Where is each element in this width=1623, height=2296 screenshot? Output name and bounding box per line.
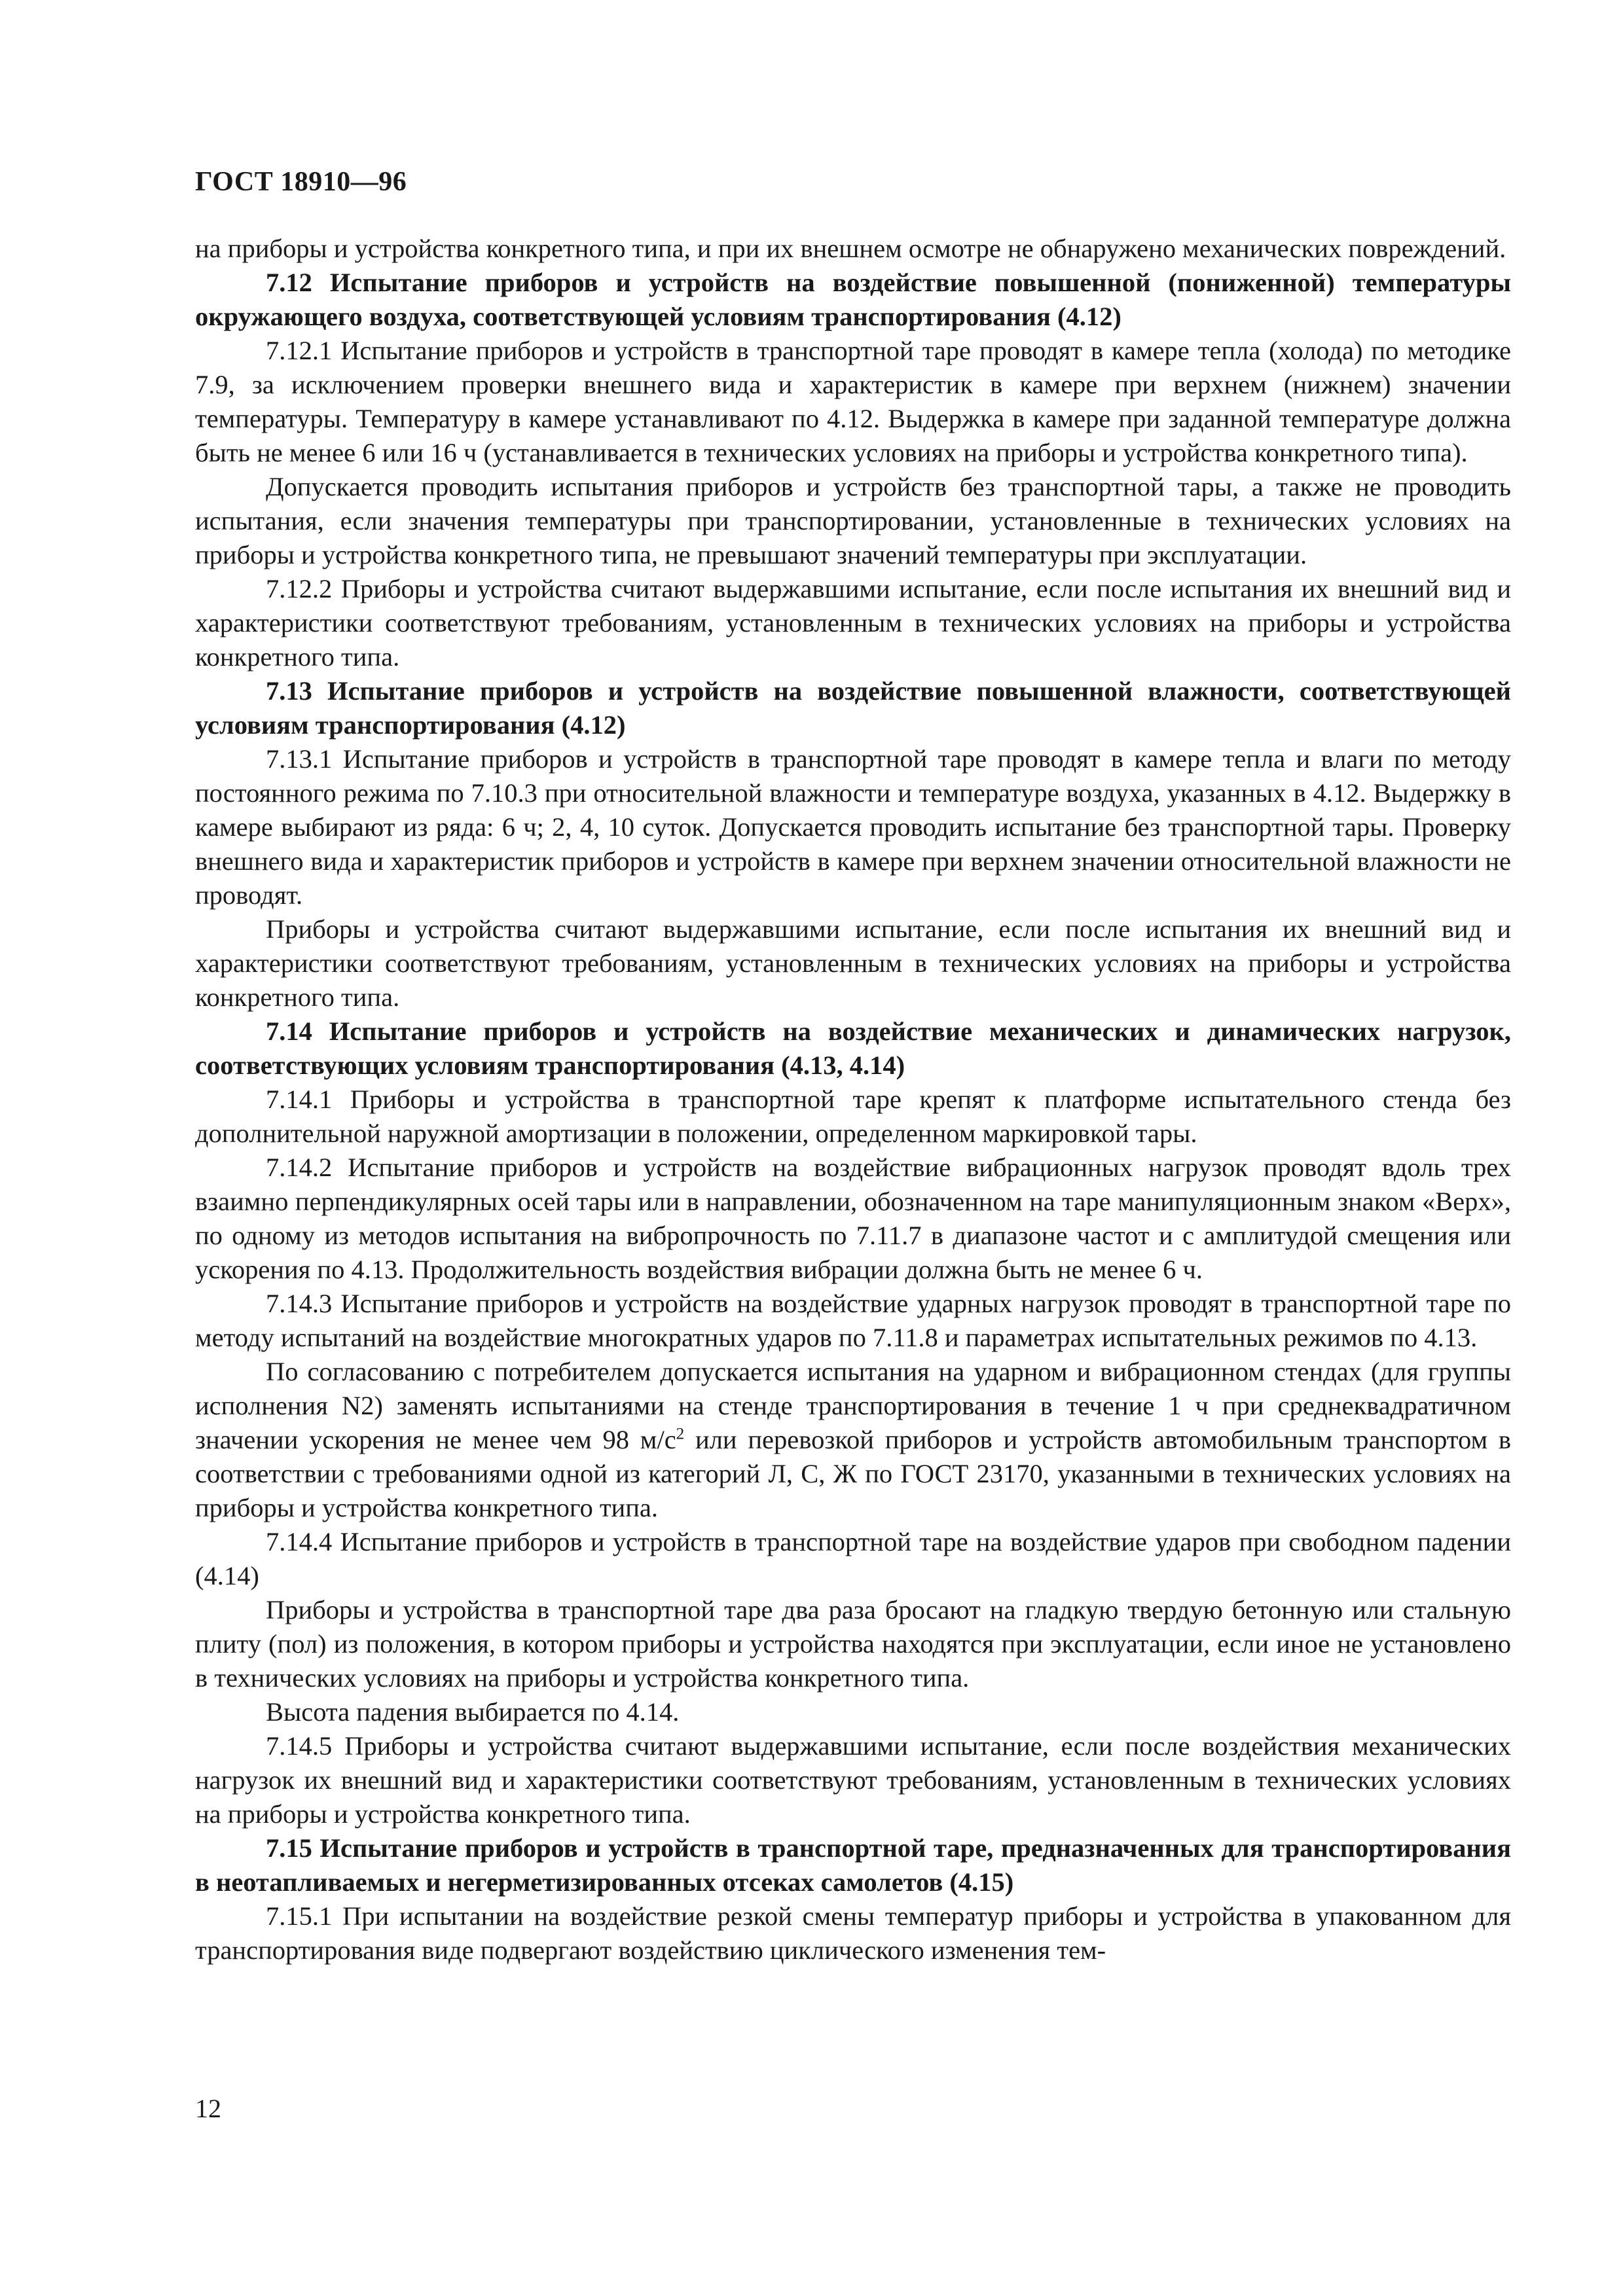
paragraph-7-12-1-note: Допускается проводить испытания приборов и устройств без транспортной тары, а также не проводить испытания, если значения температуры при транспортировании, установленные в технических условиях на приборы и устройства конкретного типа, не превышают значений температуры при эксплуатации. [195, 472, 1511, 569]
superscript-exponent: 2 [676, 1425, 685, 1443]
paragraph-7-12-1: 7.12.1 Испытание приборов и устройств в транспортной таре проводят в камере тепла (холода) по методике 7.9, за исключением проверки внешнего вида и характеристик в камере при верхнем (нижнем) значении температуры. Температуру в камере устанавливают по 4.12. Выдержка в камере при заданной температуре должна быть не менее 6 или 16 ч (устанавливается в технических условиях на приборы и устройства конкретного типа). [195, 336, 1511, 467]
document-header: ГОСТ 18910—96 [195, 167, 407, 197]
paragraph-7-13-1-result: Приборы и устройства считают выдержавшими испытание, если после испытания их внешний вид и характеристики соответствуют требованиям, установленным в технических условиях на приборы и устройства конкретного типа. [195, 914, 1511, 1012]
section-heading-7-15: 7.15 Испытание приборов и устройств в транспортной таре, предназначенных для транспортирования в неотапливаемых и негерметизированных отсеках самолетов (4.15) [195, 1833, 1511, 1897]
paragraph-7-12-2: 7.12.2 Приборы и устройства считают выдержавшими испытание, если после испытания их внешний вид и характеристики соответствуют требованиям, установленным в технических условиях на приборы и устройства конкретного типа. [195, 574, 1511, 672]
paragraph-part-after: или перевозкой приборов и устройств автомобильным транспортом в соответствии с требованиями одной из категорий Л, С, Ж по ГОСТ 23170, указанными в технических условиях на приборы и устройства конкретного типа. [195, 1425, 1511, 1522]
paragraph-7-14-1: 7.14.1 Приборы и устройства в транспортной таре крепят к платформе испытательного стенда без дополнительной наружной амортизации в положении, определенном маркировкой тары. [195, 1085, 1511, 1148]
section-heading-7-14: 7.14 Испытание приборов и устройств на воздействие механических и динамических нагрузок, соответствующих условиям транспортирования (4.13, 4.14) [195, 1016, 1511, 1080]
document-body [195, 232, 1511, 1967]
document-page [195, 164, 1511, 1967]
paragraph-7-14-4-height: Высота падения выбирается по 4.14. [266, 1697, 680, 1727]
page-number: 12 [195, 2094, 221, 2123]
paragraph-7-14-4-drop: Приборы и устройства в транспортной таре два раза бросают на гладкую твердую бетонную или стальную плиту (пол) из положения, в котором приборы и устройства находятся при эксплуатации, если иное не установлено в технических условиях на приборы и устройства конкретного типа. [195, 1595, 1511, 1693]
section-heading-7-13: 7.13 Испытание приборов и устройств на воздействие повышенной влажности, соответствующей условиям транспортирования (4.12) [195, 676, 1511, 740]
section-heading-7-12: 7.12 Испытание приборов и устройств на воздействие повышенной (пониженной) температуры окружающего воздуха, соответствующей условиям транспортирования (4.12) [195, 268, 1511, 331]
paragraph-7-15-1: 7.15.1 При испытании на воздействие резкой смены температур приборы и устройства в упакованном для транспортирования виде подвергают воздействию циклического изменения тем- [195, 1901, 1511, 1965]
paragraph-continuation: на приборы и устройства конкретного типа, и при их внешнем осмотре не обнаружено механических повреждений. [195, 234, 1506, 263]
paragraph-7-14-3: 7.14.3 Испытание приборов и устройств на воздействие ударных нагрузок проводят в транспортной таре по методу испытаний на воздействие многократных ударов по 7.11.8 и параметрах испытательных режимов по 4.13. [195, 1289, 1511, 1352]
paragraph-7-14-4: 7.14.4 Испытание приборов и устройств в транспортной таре на воздействие ударов при свободном падении (4.14) [195, 1527, 1511, 1590]
paragraph-7-13-1: 7.13.1 Испытание приборов и устройств в транспортной таре проводят в камере тепла и влаги по методу постоянного режима по 7.10.3 при относительной влажности и температуре воздуха, указанных в 4.12. Выдержку в камере выбирают из ряда: 6 ч; 2, 4, 10 суток. Допускается проводить испытание без транспортной тары. Проверку внешнего вида и характеристик приборов и устройств в камере при верхнем значении относительной влажности не проводят. [195, 744, 1511, 910]
paragraph-7-14-2: 7.14.2 Испытание приборов и устройств на воздействие вибрационных нагрузок проводят вдоль трех взаимно перпендикулярных осей тары или в направлении, обозначенном на таре манипуляционным знаком «Верх», по одному из методов испытания на вибропрочность по 7.11.7 в диапазоне частот и с амплитудой смещения или ускорения по 4.13. Продолжительность воздействия вибрации должна быть не менее 6 ч. [195, 1153, 1511, 1284]
paragraph-7-14-5: 7.14.5 Приборы и устройства считают выдержавшими испытание, если после воздействия механических нагрузок их внешний вид и характеристики соответствуют требованиям, установленным в технических условиях на приборы и устройства конкретного типа. [195, 1731, 1511, 1829]
paragraph-7-14-3-agreement [195, 1355, 1511, 1525]
paragraph-part-before: По согласованию с потребителем допускается испытания на ударном и вибрационном стендах (для группы исполнения N2) заменять испытаниями на стенде транспортирования в течение 1 ч при среднеквадратичном значении ускорения не менее чем 98 м/с [195, 1357, 1511, 1454]
